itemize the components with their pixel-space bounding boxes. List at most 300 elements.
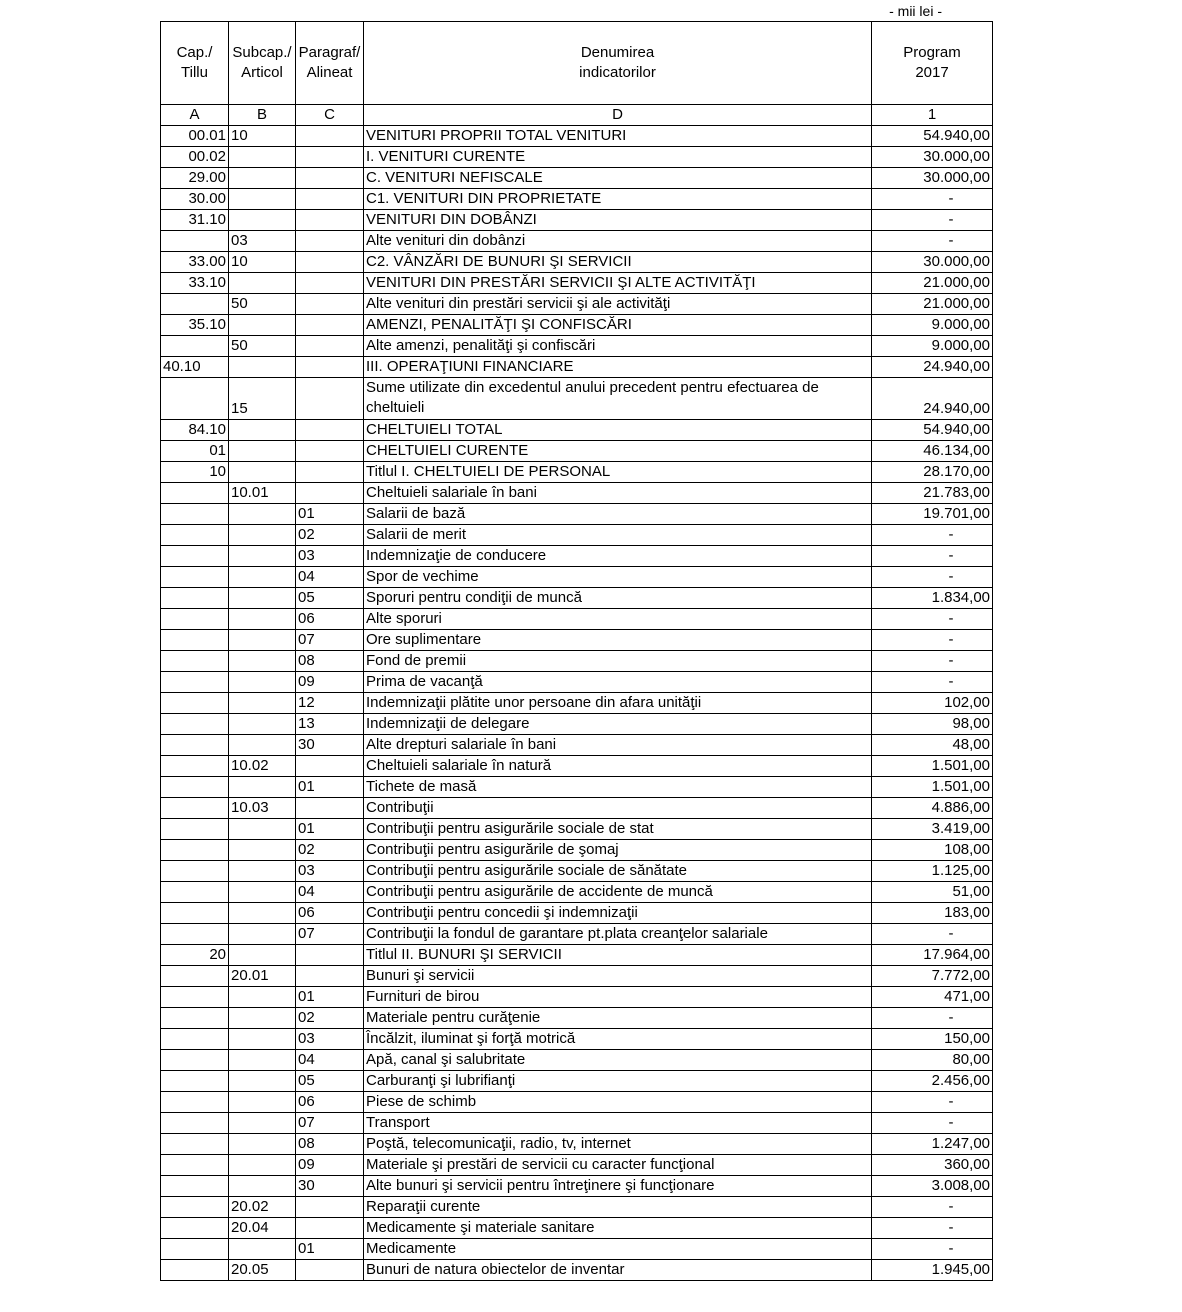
- cell-paragraf: 02: [296, 525, 364, 546]
- cell-subcap: [229, 651, 296, 672]
- cell-cap: [161, 798, 229, 819]
- cell-subcap: 10: [229, 126, 296, 147]
- table-row: [161, 168, 993, 189]
- cell-cap: [161, 525, 229, 546]
- cell-program: 1.125,00: [872, 861, 993, 882]
- table-row: [161, 630, 993, 651]
- letter-d: D: [364, 105, 872, 126]
- table-row: [161, 798, 993, 819]
- cell-paragraf: 06: [296, 903, 364, 924]
- cell-program: 54.940,00: [872, 126, 993, 147]
- cell-denumirea: C1. VENITURI DIN PROPRIETATE: [364, 189, 872, 210]
- cell-denumirea: Titlul II. BUNURI ŞI SERVICII: [364, 945, 872, 966]
- cell-denumirea: Piese de schimb: [364, 1092, 872, 1113]
- cell-denumirea: Indemnizaţie de conducere: [364, 546, 872, 567]
- letter-b: B: [229, 105, 296, 126]
- cell-subcap: [229, 189, 296, 210]
- cell-denumirea: AMENZI, PENALITĂŢI ŞI CONFISCĂRI: [364, 315, 872, 336]
- header-subcap: [229, 22, 296, 105]
- cell-program: -: [872, 567, 993, 588]
- table-row: [161, 903, 993, 924]
- cell-subcap: 50: [229, 294, 296, 315]
- header-denumirea-line2: indicatorilor: [579, 64, 656, 81]
- letter-1: 1: [872, 105, 993, 126]
- cell-program: 471,00: [872, 987, 993, 1008]
- cell-subcap: 20.02: [229, 1197, 296, 1218]
- cell-paragraf: 30: [296, 1176, 364, 1197]
- cell-program: 21.783,00: [872, 483, 993, 504]
- cell-subcap: 10: [229, 252, 296, 273]
- cell-subcap: [229, 1029, 296, 1050]
- cell-subcap: 20.05: [229, 1260, 296, 1281]
- cell-cap: 30.00: [161, 189, 229, 210]
- cell-cap: [161, 231, 229, 252]
- cell-denumirea: Bunuri şi servicii: [364, 966, 872, 987]
- cell-paragraf: [296, 147, 364, 168]
- cell-program: 48,00: [872, 735, 993, 756]
- cell-denumirea: Cheltuieli salariale în natură: [364, 756, 872, 777]
- header-cap-line2: Tillu: [181, 64, 208, 81]
- cell-program: 360,00: [872, 1155, 993, 1176]
- cell-program: 51,00: [872, 882, 993, 903]
- cell-paragraf: 03: [296, 546, 364, 567]
- cell-paragraf: 02: [296, 840, 364, 861]
- cell-cap: [161, 378, 229, 420]
- cell-denumirea: Prima de vacanţă: [364, 672, 872, 693]
- cell-subcap: [229, 420, 296, 441]
- cell-subcap: 15: [229, 378, 296, 420]
- table-row: [161, 294, 993, 315]
- cell-subcap: [229, 819, 296, 840]
- cell-subcap: [229, 1239, 296, 1260]
- cell-paragraf: 09: [296, 1155, 364, 1176]
- cell-program: 24.940,00: [872, 378, 993, 420]
- cell-paragraf: 03: [296, 1029, 364, 1050]
- cell-denumirea: Alte drepturi salariale în bani: [364, 735, 872, 756]
- cell-program: -: [872, 1008, 993, 1029]
- cell-program: 9.000,00: [872, 315, 993, 336]
- cell-denumirea: I. VENITURI CURENTE: [364, 147, 872, 168]
- header-program-line2: 2017: [915, 64, 949, 81]
- cell-cap: [161, 1218, 229, 1239]
- cell-denumirea: Sporuri pentru condiţii de muncă: [364, 588, 872, 609]
- cell-cap: [161, 1050, 229, 1071]
- cell-subcap: 10.03: [229, 798, 296, 819]
- cell-cap: 35.10: [161, 315, 229, 336]
- table-row: [161, 441, 993, 462]
- cell-denumirea: Indemnizaţii de delegare: [364, 714, 872, 735]
- cell-subcap: 03: [229, 231, 296, 252]
- cell-cap: [161, 861, 229, 882]
- cell-paragraf: 12: [296, 693, 364, 714]
- letter-a: A: [161, 105, 229, 126]
- table-row: [161, 966, 993, 987]
- cell-program: 98,00: [872, 714, 993, 735]
- cell-paragraf: [296, 483, 364, 504]
- cell-denumirea: Fond de premii: [364, 651, 872, 672]
- cell-subcap: [229, 504, 296, 525]
- cell-denumirea: Transport: [364, 1113, 872, 1134]
- table-row: [161, 714, 993, 735]
- table-row: [161, 1029, 993, 1050]
- cell-denumirea: Titlul I. CHELTUIELI DE PERSONAL: [364, 462, 872, 483]
- cell-program: 30.000,00: [872, 168, 993, 189]
- cell-program: 24.940,00: [872, 357, 993, 378]
- cell-cap: [161, 840, 229, 861]
- cell-cap: 20: [161, 945, 229, 966]
- cell-paragraf: [296, 798, 364, 819]
- cell-program: 108,00: [872, 840, 993, 861]
- cell-cap: [161, 987, 229, 1008]
- cell-program: -: [872, 1092, 993, 1113]
- cell-cap: 84.10: [161, 420, 229, 441]
- cell-subcap: [229, 588, 296, 609]
- cell-denumirea: Alte bunuri şi servicii pentru întreţinere şi funcţionare: [364, 1176, 872, 1197]
- cell-program: 183,00: [872, 903, 993, 924]
- cell-program: -: [872, 1197, 993, 1218]
- cell-paragraf: 08: [296, 651, 364, 672]
- cell-subcap: [229, 315, 296, 336]
- cell-cap: [161, 693, 229, 714]
- cell-paragraf: [296, 252, 364, 273]
- table-row: [161, 924, 993, 945]
- cell-subcap: [229, 861, 296, 882]
- cell-paragraf: 30: [296, 735, 364, 756]
- cell-denumirea: Salarii de merit: [364, 525, 872, 546]
- table-row: [161, 1134, 993, 1155]
- header-paragraf-line2: Alineat: [306, 64, 353, 81]
- cell-subcap: [229, 1071, 296, 1092]
- cell-denumirea: Furnituri de birou: [364, 987, 872, 1008]
- cell-program: 19.701,00: [872, 504, 993, 525]
- table-row: [161, 651, 993, 672]
- table-row: [161, 1008, 993, 1029]
- cell-program: -: [872, 1113, 993, 1134]
- cell-program: 2.456,00: [872, 1071, 993, 1092]
- cell-cap: [161, 777, 229, 798]
- cell-program: 7.772,00: [872, 966, 993, 987]
- cell-denumirea: Medicamente: [364, 1239, 872, 1260]
- cell-denumirea: Alte venituri din prestări servicii şi ale activităţi: [364, 294, 872, 315]
- cell-paragraf: 04: [296, 882, 364, 903]
- cell-paragraf: [296, 189, 364, 210]
- cell-program: -: [872, 609, 993, 630]
- cell-subcap: [229, 945, 296, 966]
- cell-cap: [161, 714, 229, 735]
- cell-subcap: [229, 1050, 296, 1071]
- cell-denumirea: Materiale pentru curăţenie: [364, 1008, 872, 1029]
- header-paragraf-line1: Paragraf/: [298, 44, 361, 61]
- cell-paragraf: [296, 945, 364, 966]
- cell-subcap: [229, 609, 296, 630]
- cell-cap: [161, 1197, 229, 1218]
- table-row: [161, 693, 993, 714]
- budget-table-body: [161, 22, 993, 1281]
- table-row: [161, 588, 993, 609]
- cell-cap: [161, 546, 229, 567]
- cell-subcap: [229, 987, 296, 1008]
- unit-label: - mii lei -: [889, 3, 942, 19]
- table-row: [161, 336, 993, 357]
- cell-subcap: [229, 273, 296, 294]
- cell-cap: [161, 1071, 229, 1092]
- table-row: [161, 861, 993, 882]
- cell-cap: [161, 1260, 229, 1281]
- cell-cap: [161, 735, 229, 756]
- cell-paragraf: [296, 1260, 364, 1281]
- cell-program: 1.501,00: [872, 777, 993, 798]
- cell-denumirea: CHELTUIELI CURENTE: [364, 441, 872, 462]
- cell-paragraf: [296, 336, 364, 357]
- table-row: [161, 777, 993, 798]
- table-row: [161, 126, 993, 147]
- cell-paragraf: 13: [296, 714, 364, 735]
- table-row: [161, 987, 993, 1008]
- cell-subcap: [229, 546, 296, 567]
- cell-program: -: [872, 1239, 993, 1260]
- cell-denumirea: Sume utilizate din excedentul anului precedent pentru efectuarea de cheltuieli: [364, 378, 872, 420]
- cell-denumirea: Contribuţii: [364, 798, 872, 819]
- cell-cap: [161, 1155, 229, 1176]
- cell-denumirea: Contribuţii pentru asigurările de accidente de muncă: [364, 882, 872, 903]
- cell-subcap: 20.01: [229, 966, 296, 987]
- cell-paragraf: [296, 462, 364, 483]
- cell-paragraf: [296, 357, 364, 378]
- cell-cap: 29.00: [161, 168, 229, 189]
- cell-paragraf: [296, 126, 364, 147]
- header-program: [872, 22, 993, 105]
- cell-denumirea: Contribuţii pentru asigurările sociale de sănătate: [364, 861, 872, 882]
- table-row: [161, 462, 993, 483]
- cell-subcap: [229, 1176, 296, 1197]
- cell-cap: 31.10: [161, 210, 229, 231]
- cell-program: 3.008,00: [872, 1176, 993, 1197]
- table-row: [161, 273, 993, 294]
- cell-program: 54.940,00: [872, 420, 993, 441]
- table-row: [161, 504, 993, 525]
- table-row: [161, 1092, 993, 1113]
- cell-program: 30.000,00: [872, 252, 993, 273]
- cell-cap: [161, 1134, 229, 1155]
- cell-denumirea: C. VENITURI NEFISCALE: [364, 168, 872, 189]
- cell-paragraf: [296, 420, 364, 441]
- cell-subcap: [229, 630, 296, 651]
- cell-paragraf: 09: [296, 672, 364, 693]
- table-row: [161, 420, 993, 441]
- header-paragraf: [296, 22, 364, 105]
- cell-denumirea: Contribuţii pentru asigurările sociale de stat: [364, 819, 872, 840]
- cell-paragraf: 04: [296, 1050, 364, 1071]
- cell-program: 1.945,00: [872, 1260, 993, 1281]
- cell-cap: [161, 819, 229, 840]
- table-row: [161, 147, 993, 168]
- cell-paragraf: 08: [296, 1134, 364, 1155]
- cell-program: -: [872, 525, 993, 546]
- cell-paragraf: 06: [296, 1092, 364, 1113]
- cell-program: 102,00: [872, 693, 993, 714]
- cell-subcap: [229, 672, 296, 693]
- table-row: [161, 819, 993, 840]
- cell-cap: [161, 903, 229, 924]
- cell-denumirea: Alte sporuri: [364, 609, 872, 630]
- cell-program: -: [872, 546, 993, 567]
- cell-paragraf: [296, 966, 364, 987]
- table-row: [161, 231, 993, 252]
- cell-paragraf: [296, 294, 364, 315]
- cell-paragraf: 01: [296, 777, 364, 798]
- cell-cap: 10: [161, 462, 229, 483]
- cell-program: 30.000,00: [872, 147, 993, 168]
- cell-subcap: [229, 1113, 296, 1134]
- header-cap-line1: Cap./: [176, 44, 213, 61]
- cell-paragraf: [296, 1197, 364, 1218]
- cell-denumirea: Tichete de masă: [364, 777, 872, 798]
- cell-cap: [161, 672, 229, 693]
- table-row: [161, 1239, 993, 1260]
- table-row: [161, 1260, 993, 1281]
- cell-paragraf: [296, 378, 364, 420]
- cell-cap: [161, 1092, 229, 1113]
- cell-paragraf: [296, 273, 364, 294]
- cell-subcap: [229, 903, 296, 924]
- cell-paragraf: [296, 168, 364, 189]
- table-row: [161, 1050, 993, 1071]
- cell-denumirea: C2. VÂNZĂRI DE BUNURI ŞI SERVICII: [364, 252, 872, 273]
- cell-cap: [161, 609, 229, 630]
- cell-subcap: [229, 882, 296, 903]
- cell-program: 4.886,00: [872, 798, 993, 819]
- cell-denumirea: CHELTUIELI TOTAL: [364, 420, 872, 441]
- cell-denumirea: III. OPERAŢIUNI FINANCIARE: [364, 357, 872, 378]
- table-row: [161, 1218, 993, 1239]
- header-cap: [161, 22, 229, 105]
- cell-subcap: [229, 567, 296, 588]
- cell-subcap: 20.04: [229, 1218, 296, 1239]
- cell-cap: 33.10: [161, 273, 229, 294]
- cell-program: 3.419,00: [872, 819, 993, 840]
- cell-subcap: [229, 1134, 296, 1155]
- cell-denumirea: Materiale şi prestări de servicii cu caracter funcţional: [364, 1155, 872, 1176]
- table-row: [161, 1071, 993, 1092]
- cell-program: -: [872, 630, 993, 651]
- cell-subcap: [229, 714, 296, 735]
- cell-program: 21.000,00: [872, 273, 993, 294]
- cell-program: 1.834,00: [872, 588, 993, 609]
- cell-cap: [161, 1029, 229, 1050]
- cell-paragraf: [296, 1218, 364, 1239]
- cell-subcap: [229, 693, 296, 714]
- cell-subcap: [229, 1092, 296, 1113]
- cell-program: -: [872, 189, 993, 210]
- cell-denumirea: Reparaţii curente: [364, 1197, 872, 1218]
- table-row: [161, 609, 993, 630]
- cell-cap: [161, 966, 229, 987]
- cell-paragraf: 05: [296, 588, 364, 609]
- cell-program: -: [872, 672, 993, 693]
- header-denumirea-line1: Denumirea: [580, 44, 655, 61]
- table-row: [161, 189, 993, 210]
- cell-denumirea: Contribuţii la fondul de garantare pt.plata creanţelor salariale: [364, 924, 872, 945]
- cell-cap: [161, 567, 229, 588]
- table-row: [161, 567, 993, 588]
- cell-program: -: [872, 924, 993, 945]
- cell-paragraf: [296, 210, 364, 231]
- cell-cap: [161, 1176, 229, 1197]
- cell-cap: [161, 924, 229, 945]
- cell-paragraf: 07: [296, 630, 364, 651]
- cell-program: -: [872, 210, 993, 231]
- cell-program: 46.134,00: [872, 441, 993, 462]
- table-row: [161, 735, 993, 756]
- cell-denumirea: VENITURI PROPRII TOTAL VENITURI: [364, 126, 872, 147]
- table-row: [161, 1155, 993, 1176]
- cell-cap: [161, 336, 229, 357]
- cell-subcap: [229, 924, 296, 945]
- cell-cap: [161, 588, 229, 609]
- table-row: [161, 840, 993, 861]
- cell-cap: [161, 630, 229, 651]
- cell-paragraf: 01: [296, 504, 364, 525]
- cell-program: -: [872, 651, 993, 672]
- cell-paragraf: 07: [296, 924, 364, 945]
- cell-subcap: [229, 840, 296, 861]
- cell-denumirea: Cheltuieli salariale în bani: [364, 483, 872, 504]
- cell-subcap: [229, 210, 296, 231]
- cell-program: 9.000,00: [872, 336, 993, 357]
- table-row: [161, 525, 993, 546]
- cell-denumirea: Medicamente şi materiale sanitare: [364, 1218, 872, 1239]
- table-row: [161, 756, 993, 777]
- cell-denumirea: VENITURI DIN PRESTĂRI SERVICII ŞI ALTE ACTIVITĂŢI: [364, 273, 872, 294]
- cell-cap: [161, 504, 229, 525]
- table-row: [161, 1197, 993, 1218]
- cell-denumirea: Apă, canal şi salubritate: [364, 1050, 872, 1071]
- cell-program: 21.000,00: [872, 294, 993, 315]
- cell-subcap: [229, 441, 296, 462]
- cell-subcap: [229, 1155, 296, 1176]
- cell-denumirea: Contribuţii pentru concedii şi indemnizaţii: [364, 903, 872, 924]
- cell-cap: 01: [161, 441, 229, 462]
- cell-paragraf: 05: [296, 1071, 364, 1092]
- column-letters-row: [161, 105, 993, 126]
- cell-paragraf: [296, 315, 364, 336]
- header-denumirea: [364, 22, 872, 105]
- cell-paragraf: [296, 441, 364, 462]
- header-subcap-line1: Subcap./: [232, 44, 292, 61]
- table-header-row: [161, 22, 993, 105]
- cell-paragraf: 01: [296, 987, 364, 1008]
- cell-subcap: [229, 525, 296, 546]
- cell-subcap: 50: [229, 336, 296, 357]
- cell-denumirea: Indemnizaţii plătite unor persoane din afara unităţii: [364, 693, 872, 714]
- cell-paragraf: 06: [296, 609, 364, 630]
- cell-program: -: [872, 231, 993, 252]
- cell-denumirea: Contribuţii pentru asigurările de şomaj: [364, 840, 872, 861]
- cell-program: -: [872, 1218, 993, 1239]
- cell-program: 80,00: [872, 1050, 993, 1071]
- cell-cap: 00.02: [161, 147, 229, 168]
- cell-subcap: [229, 462, 296, 483]
- cell-program: 17.964,00: [872, 945, 993, 966]
- budget-table: [160, 21, 993, 1281]
- cell-paragraf: 02: [296, 1008, 364, 1029]
- cell-denumirea: Alte venituri din dobânzi: [364, 231, 872, 252]
- cell-paragraf: [296, 756, 364, 777]
- table-row: [161, 483, 993, 504]
- cell-paragraf: 07: [296, 1113, 364, 1134]
- cell-denumirea: Salarii de bază: [364, 504, 872, 525]
- cell-paragraf: [296, 231, 364, 252]
